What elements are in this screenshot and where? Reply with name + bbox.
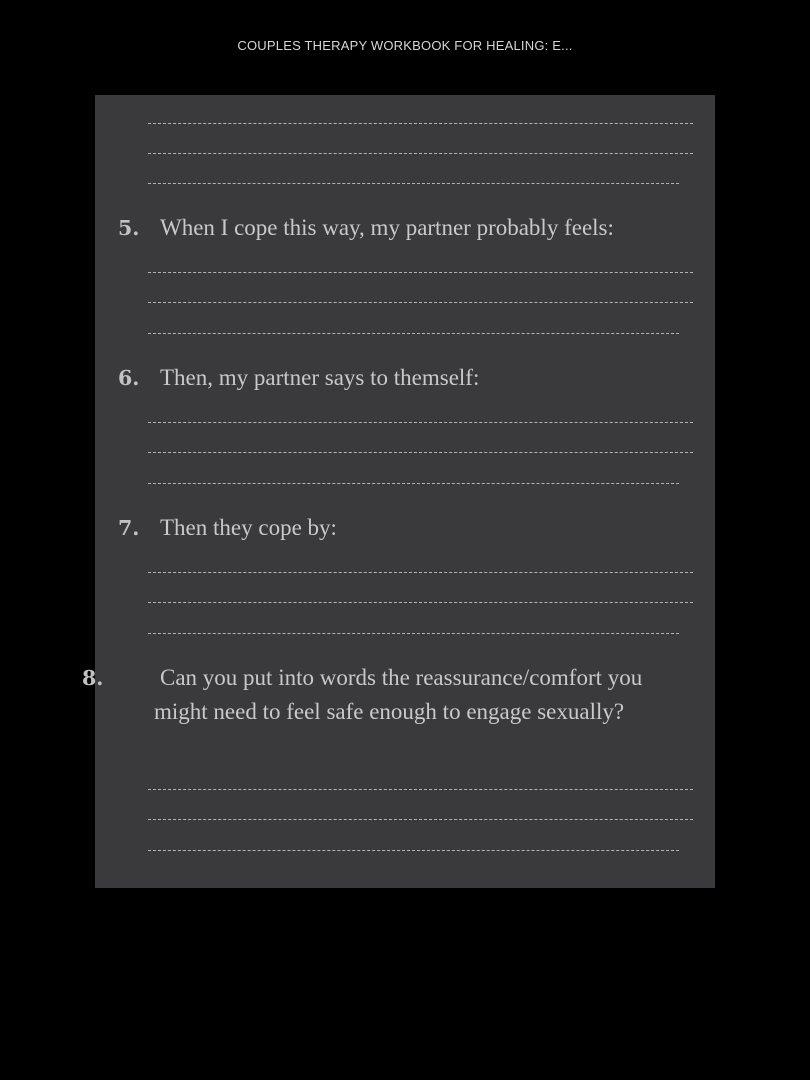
question-5 <box>118 211 688 245</box>
question-number: 7. <box>118 516 140 540</box>
question-number: 5. <box>118 216 140 240</box>
question-7 <box>118 511 688 545</box>
question-text: When I cope this way, my partner probably feels: <box>160 215 614 240</box>
answer-line <box>148 153 693 154</box>
answer-line <box>148 452 693 453</box>
answer-line <box>148 789 693 790</box>
question-6 <box>118 361 688 395</box>
question-text: Then, my partner says to themself: <box>160 365 480 390</box>
answer-line <box>148 272 693 273</box>
answer-line <box>148 483 679 484</box>
answer-line <box>148 633 679 634</box>
question-text: Then they cope by: <box>160 515 337 540</box>
answer-line <box>148 819 693 820</box>
answer-line <box>148 183 679 184</box>
answer-line <box>148 602 693 603</box>
book-title: COUPLES THERAPY WORKBOOK FOR HEALING: E... <box>237 38 573 53</box>
question-number: 8. <box>82 666 104 690</box>
answer-line <box>148 422 693 423</box>
question-text: Can you put into words the reassurance/comfort you might need to feel safe enough to engage sexually? <box>154 665 643 724</box>
answer-line <box>148 850 679 851</box>
answer-line <box>148 123 693 124</box>
question-8 <box>82 661 694 729</box>
answer-line <box>148 302 693 303</box>
answer-line <box>148 333 679 334</box>
answer-line <box>148 572 693 573</box>
question-number: 6. <box>118 366 140 390</box>
workbook-page <box>82 95 715 888</box>
